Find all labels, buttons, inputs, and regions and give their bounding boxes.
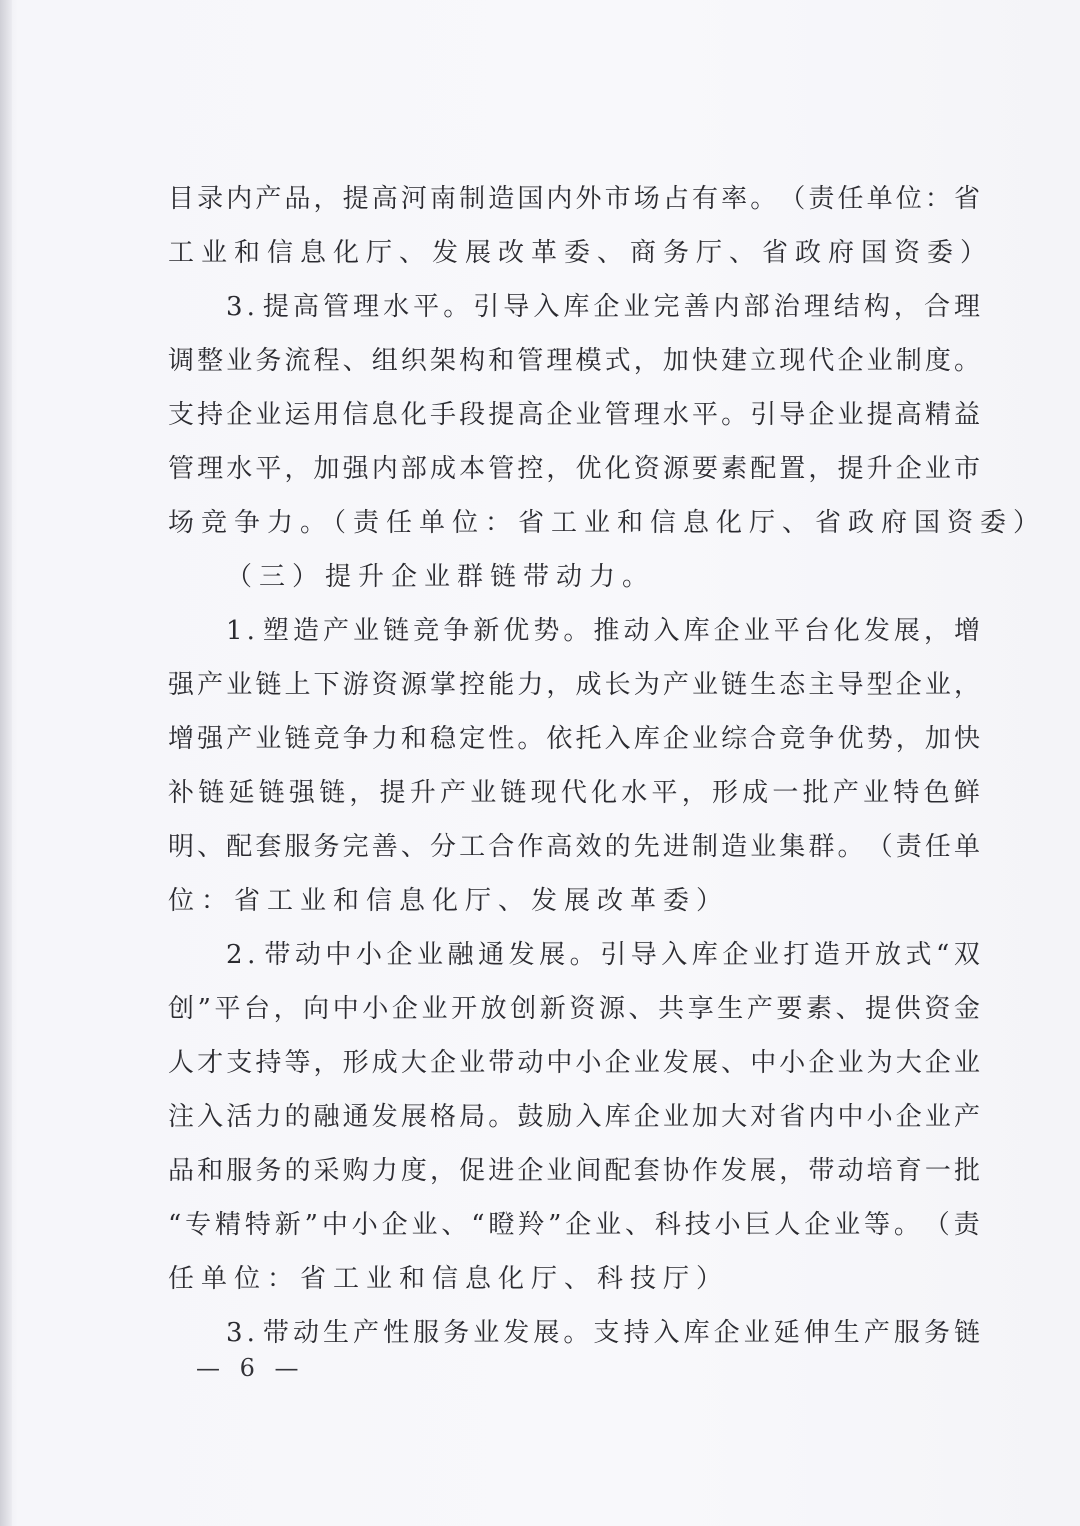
text-line: 管 理 水 平 ， 加 强 内 部 成 本 管 控 ， 优 化 资 源 要 素 配 置 ， 提 升 企 业 市 — [168, 454, 980, 484]
text-line: 3 . 提 高 管 理 水 平 。 引 导 入 库 企 业 完 善 内 部 治 理 结 构 ， 合 理 — [226, 292, 980, 322]
text-line: 人 才 支 持 等 ， 形 成 大 企 业 带 动 中 小 企 业 发 展 、 中 小 企 业 为 大 企 业 — [168, 1048, 980, 1078]
text-line: 1 . 塑 造 产 业 链 竞 争 新 优 势 。 推 动 入 库 企 业 平 台 化 发 展 ， 增 — [226, 616, 980, 646]
text-line: 任单位：省工业和信息化厅、科技厅） — [168, 1264, 730, 1294]
text-line: 位：省工业和信息化厅、发展改革委） — [168, 886, 730, 916]
text-line: 注 入 活 力 的 融 通 发 展 格 局 。 鼓 励 入 库 企 业 加 大 对 省 内 中 小 企 业 产 — [168, 1102, 980, 1132]
text-line: “ 专 精 特 新 ” 中 小 企 业 、 “ 瞪 羚 ” 企 业 、 科 技 小 巨 人 企 业 等 。 （ 责 — [168, 1210, 980, 1240]
text-line: 2 . 带 动 中 小 企 业 融 通 发 展 。 引 导 入 库 企 业 打 造 开 放 式 “ 双 — [226, 940, 980, 970]
text-line: 明 、 配 套 服 务 完 善 、 分 工 合 作 高 效 的 先 进 制 造 业 集 群 。 （ 责 任 单 — [168, 832, 980, 862]
text-line: 品 和 服 务 的 采 购 力 度 ， 促 进 企 业 间 配 套 协 作 发 展 ， 带 动 培 育 一 批 — [168, 1156, 980, 1186]
text-line: 创 ” 平 台 ， 向 中 小 企 业 开 放 创 新 资 源 、 共 享 生 产 要 素 、 提 供 资 金 — [168, 994, 980, 1024]
scan-edge — [0, 0, 12, 1526]
text-line: 支 持 企 业 运 用 信 息 化 手 段 提 高 企 业 管 理 水 平 。 引 导 企 业 提 高 精 益 — [168, 400, 980, 430]
text-line: 调 整 业 务 流 程 、 组 织 架 构 和 管 理 模 式 ， 加 快 建 立 现 代 企 业 制 度 。 — [168, 346, 980, 376]
text-line: 工业和信息化厅、发展改革委、商务厅、省政府国资委） — [168, 238, 994, 268]
text-line: 场竞争力。（责任单位：省工业和信息化厅、省政府国资委） — [168, 508, 1047, 538]
page-number: — 6 — — [196, 1354, 305, 1382]
text-line: 补 链 延 链 强 链 ， 提 升 产 业 链 现 代 化 水 平 ， 形 成 一 批 产 业 特 色 鲜 — [168, 778, 980, 808]
text-line: （三）提升企业群链带动力。 — [226, 562, 656, 592]
document-body — [168, 172, 1047, 1360]
text-line: 3 . 带 动 生 产 性 服 务 业 发 展 。 支 持 入 库 企 业 延 伸 生 产 服 务 链 — [226, 1318, 980, 1348]
text-line: 强 产 业 链 上 下 游 资 源 掌 控 能 力 ， 成 长 为 产 业 链 生 态 主 导 型 企 业 ， — [168, 670, 980, 700]
text-line: 目 录 内 产 品 ， 提 高 河 南 制 造 国 内 外 市 场 占 有 率 。 （ 责 任 单 位 ： 省 — [168, 184, 980, 214]
text-line: 增 强 产 业 链 竞 争 力 和 稳 定 性 。 依 托 入 库 企 业 综 合 竞 争 优 势 ， 加 快 — [168, 724, 980, 754]
